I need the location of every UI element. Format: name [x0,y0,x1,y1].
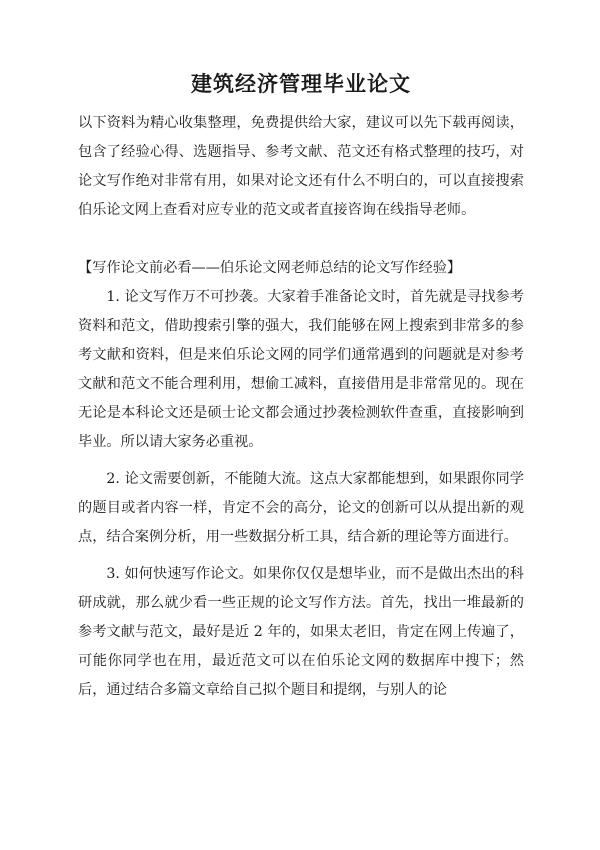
intro-paragraph: 以下资料为精心收集整理，免费提供给大家，建议可以先下载再阅读，包含了经验心得、选题指导、参考文献、范文还有格式整理的技巧，对论文写作绝对非常有用，如果对论文还有什么不明白的，可以直接搜索伯乐论文网上查看对应专业的范文或者直接咨询在线指导老师。 [78,115,524,218]
document-page [78,70,524,705]
document-title: 建筑经济管理毕业论文 [191,71,411,96]
point-paragraph-2: 2. 论文需要创新，不能随大流。这点大家都能想到，如果跟你同学的题目或者内容一样，肯定不会的高分，论文的创新可以从提出新的观点，结合案例分析，用一些数据分析工具，结合新的理论等方面进行。 [78,471,524,545]
point-paragraph-1: 1. 论文写作万不可抄袭。大家着手准备论文时，首先就是寻找参考资料和范文，借助搜索引擎的强大，我们能够在网上搜索到非常多的参考文献和资料，但是来伯乐论文网的同学们通常遇到的问题就是对参考文献和范文不能合理利用，想偷工减料，直接借用是非常常见的。现在无论是本科论文还是硕士论文都会通过抄袭检测软件查重，直接影响到毕业。所以请大家务必重视。 [78,289,524,450]
section-heading: 【写作论文前必看——伯乐论文网老师总结的论文写作经验】 [78,260,462,276]
paragraph-spacer [78,225,524,254]
point-paragraph-3: 3. 如何快速写作论文。如果你仅仅是想毕业，而不是做出杰出的科研成就，那么就少看一些正规的论文写作方法。首先，找出一堆最新的参考文献与范文，最好是近 2 年的，如果太老旧，肯定在网上传遍了，可能你同学也在用，最近范文可以在伯乐论文网的数据库中搜下；然后，通过结合多篇文章给自己拟个题目和提纲，与别人的论 [78,566,524,698]
